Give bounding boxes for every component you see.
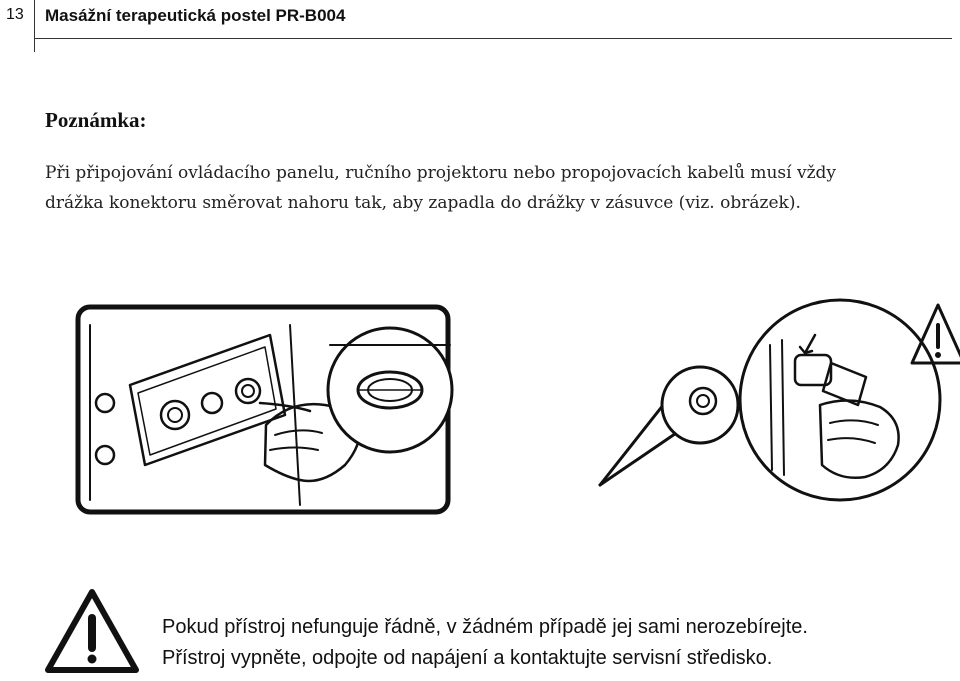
header-vertical-rule — [34, 0, 35, 52]
page-header — [0, 0, 960, 40]
page-number: 13 — [6, 6, 24, 23]
note-line-2: drážka konektoru směrovat nahoru tak, aby zapadla do drážky v zásuvce (viz. obrázek). — [45, 193, 801, 213]
header-horizontal-rule — [34, 38, 952, 39]
note-paragraph — [45, 158, 935, 218]
warning-line-2: Přístroj vypněte, odpojte od napájení a kontaktujte servisní středisko. — [162, 647, 773, 669]
warning-triangle-icon — [44, 588, 140, 674]
document-title: Masážní terapeutická postel PR-B004 — [45, 6, 346, 25]
connector-panel-illustration — [78, 307, 452, 512]
connector-closeup-illustration — [600, 300, 960, 500]
warning-line-1: Pokud přístroj nefunguje řádně, v žádném případě jej sami nerozebírejte. — [162, 616, 808, 638]
note-heading: Poznámka: — [45, 108, 147, 132]
connector-figure — [60, 285, 960, 525]
note-line-1: Při připojování ovládacího panelu, ručního projektoru nebo propojovacích kabelů musí vždy — [45, 163, 837, 183]
warning-paragraph — [162, 612, 808, 674]
